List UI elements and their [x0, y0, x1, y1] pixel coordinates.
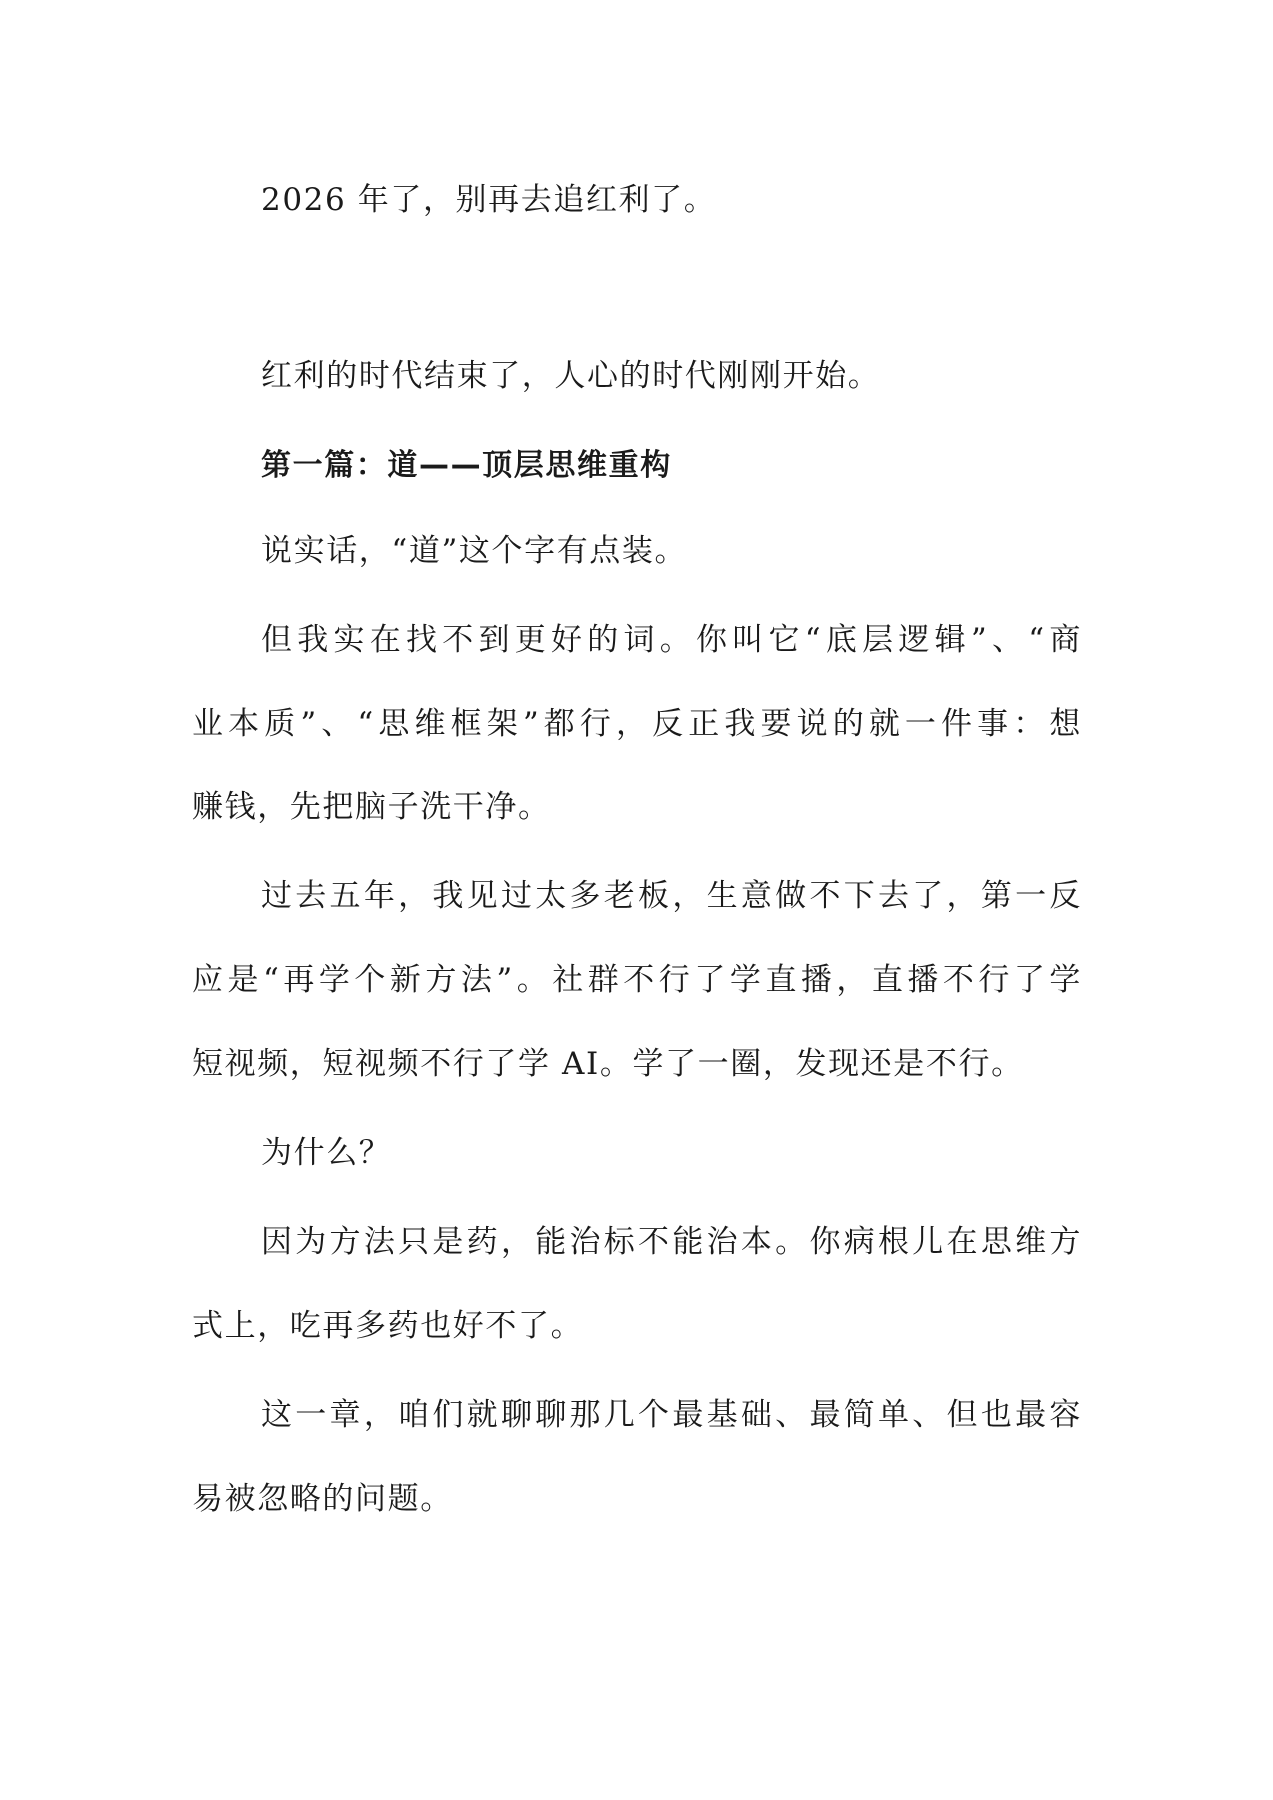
- tagline: 红利的时代结束了，人心的时代刚刚开始。: [261, 358, 881, 394]
- paragraph-line: 但我实在找不到更好的词。你叫它“底层逻辑”、“商: [261, 622, 1082, 658]
- paragraph-line: 业本质”、“思维框架”都行，反正我要说的就一件事：想: [192, 706, 1082, 742]
- chapter-heading: 第一篇：道——顶层思维重构: [261, 448, 672, 483]
- opening-line: 2026 年了，别再去追红利了。: [261, 182, 717, 218]
- paragraph-line: 这一章，咱们就聊聊那几个最基础、最简单、但也最容: [261, 1397, 1082, 1433]
- paragraph-line: 短视频，短视频不行了学 AI。学了一圈，发现还是不行。: [192, 1046, 1024, 1082]
- paragraph-line: 易被忽略的问题。: [192, 1481, 453, 1517]
- paragraph-line: 说实话，“道”这个字有点装。: [261, 533, 688, 569]
- paragraph-line: 应是“再学个新方法”。社群不行了学直播，直播不行了学: [192, 962, 1082, 998]
- paragraph-line: 因为方法只是药，能治标不能治本。你病根儿在思维方: [261, 1224, 1082, 1260]
- paragraph-line: 式上，吃再多药也好不了。: [192, 1308, 584, 1344]
- paragraph-line: 过去五年，我见过太多老板，生意做不下去了，第一反: [261, 878, 1082, 914]
- paragraph-line: 赚钱，先把脑子洗干净。: [192, 789, 551, 825]
- paragraph-line: 为什么？: [261, 1135, 392, 1171]
